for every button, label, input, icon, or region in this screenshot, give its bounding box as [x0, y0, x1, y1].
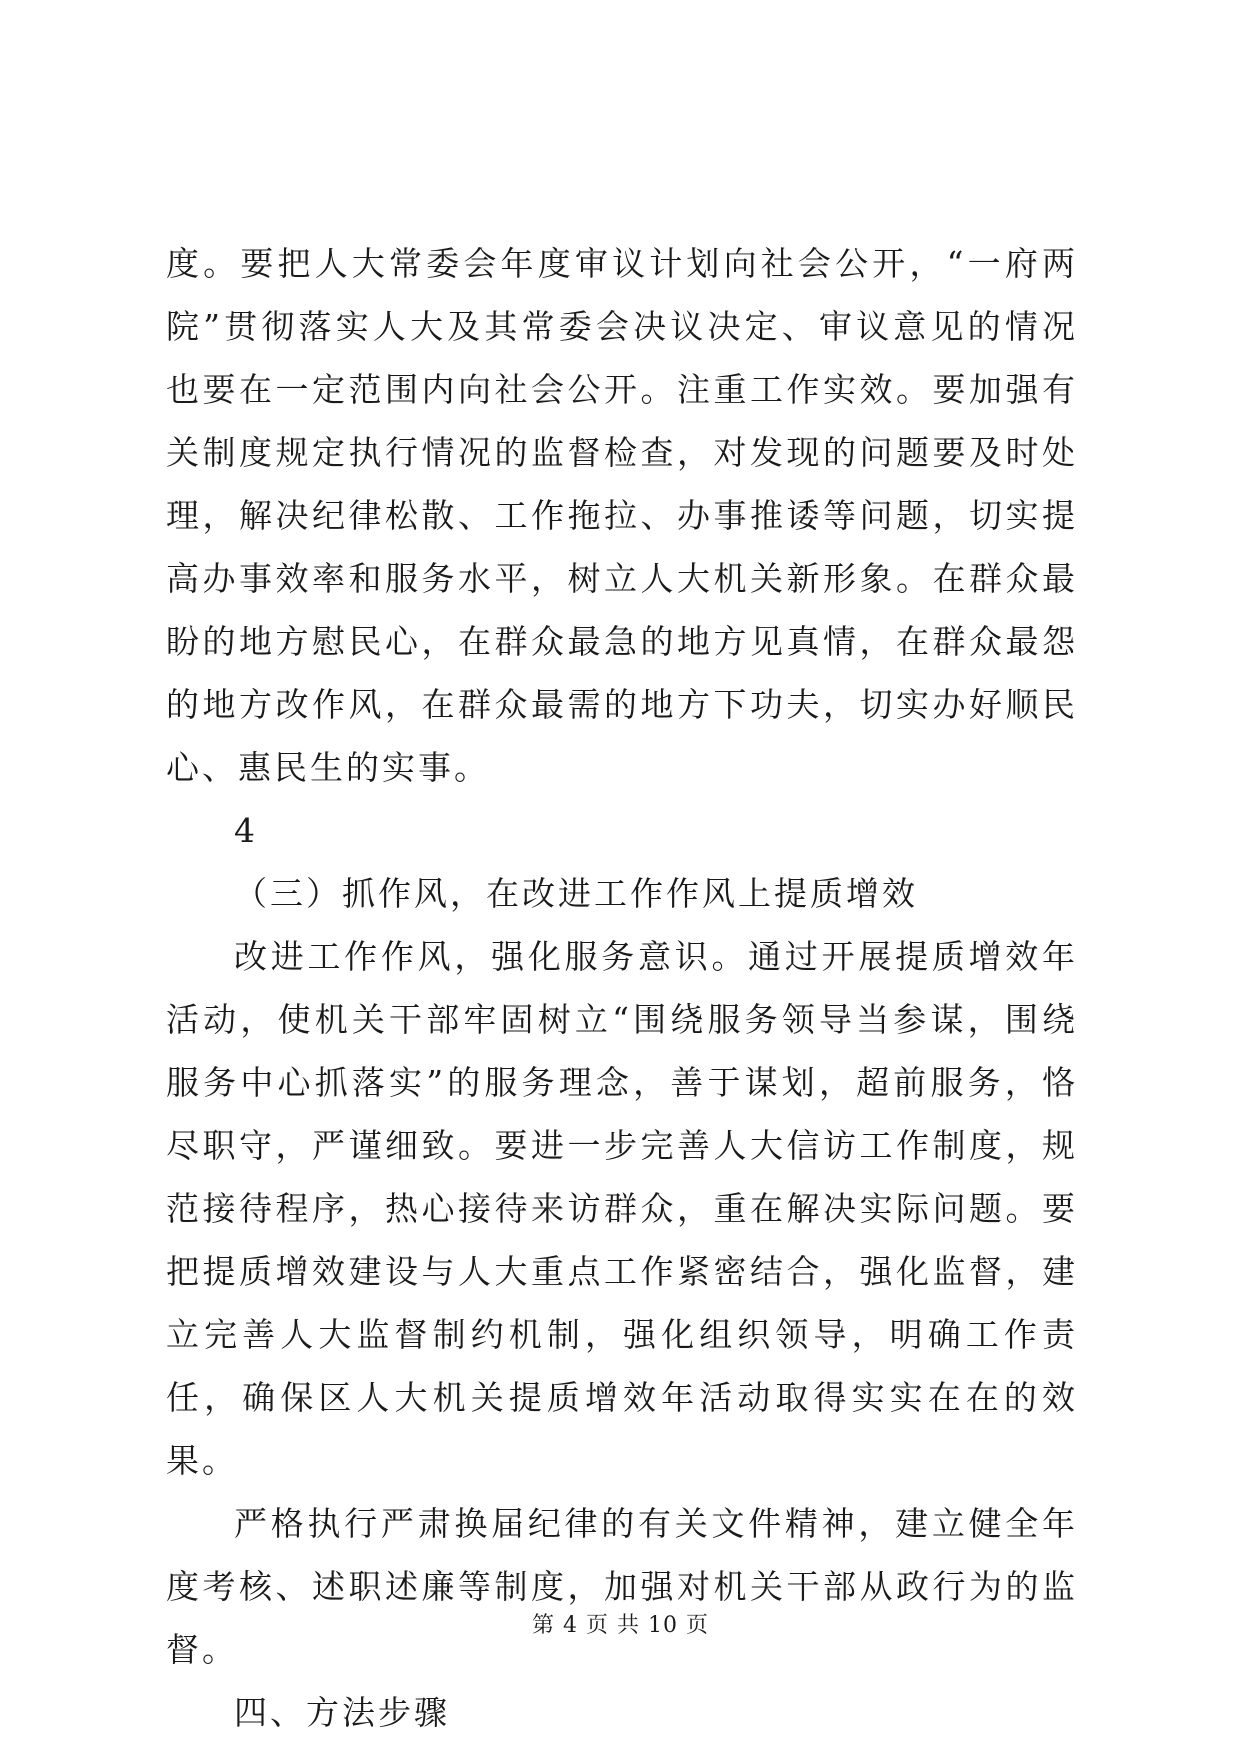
paragraph-continuation: 度。要把人大常委会年度审议计划向社会公开，“一府两院”贯彻落实人大及其常委会决议决定、审议意见的情况也要在一定范围内向社会公开。注重工作实效。要加强有关制度规定执行情况的监督检查，对发现的问题要及时处理，解决纪律松散、工作拖拉、办事推诿等问题，切实提高办事效率和服务水平，树立人大机关新形象。在群众最盼的地方慰民心，在群众最急的地方见真情，在群众最怨的地方改作风，在群众最需的地方下功夫，切实办好顺民心、惠民生的实事。	[166, 244, 1078, 787]
inline-page-number: 4	[234, 811, 258, 850]
subsection-heading: （三）抓作风，在改进工作作风上提质增效	[234, 874, 918, 913]
paragraph-work-style: 改进工作作风，强化服务意识。通过开展提质增效年活动，使机关干部牢固树立“围绕服务领导当参谋，围绕服务中心抓落实”的服务理念，善于谋划，超前服务，恪尽职守，严谨细致。要进一步完善人大信访工作制度，规范接待程序，热心接待来访群众，重在解决实际问题。要把提质增效建设与人大重点工作紧密结合，强化监督，建立完善人大监督制约机制，强化组织领导，明确工作责任，确保区人大机关提质增效年活动取得实实在在的效果。	[166, 937, 1078, 1480]
section-heading: 四、方法步骤	[234, 1693, 450, 1732]
document-body	[166, 232, 1078, 1744]
paragraph-discipline: 严格执行严肃换届纪律的有关文件精神，建立健全年度考核、述职述廉等制度，加强对机关干部从政行为的监督。	[166, 1504, 1078, 1669]
page-footer: 第 4 页 共 10 页	[532, 1613, 709, 1638]
